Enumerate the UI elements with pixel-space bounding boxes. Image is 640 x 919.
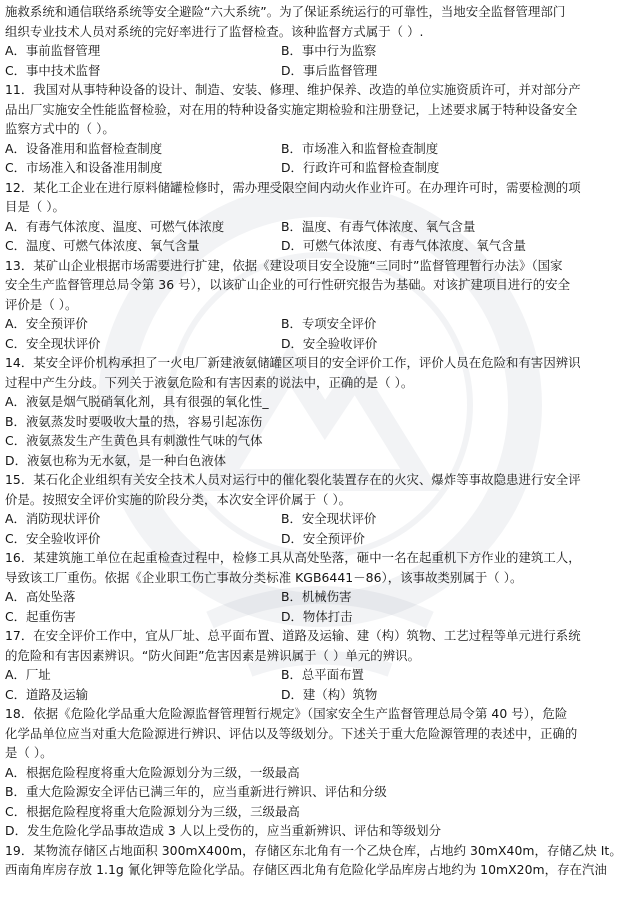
question-stem-continuation: 过程中产生分歧。下列关于液氨危险和有害因素的说法中，正确的是（ ）。 (5, 374, 414, 390)
answer-option: C．安全验收评价 (5, 530, 101, 546)
question-block (5, 353, 635, 470)
answer-option: A．安全预评价 (5, 316, 88, 331)
answer-option: A．有毒气体浓度、温度、可燃气体浓度 (5, 218, 225, 234)
question-stem-continuation: 化学品单位应当对重大危险源进行辨识、评估以及等级划分。下述关于重大危险源管理的表述中，正确的 (5, 725, 578, 741)
option-row (5, 509, 635, 529)
answer-option: B．机械伤害 (281, 589, 352, 604)
question-stem-line: 施救系统和通信联络系统等安全避险“六大系统”。为了保证系统运行的可靠性，当地安全监督管理部门 (5, 4, 566, 19)
answer-option: A．高处坠落 (5, 589, 76, 604)
option-row (5, 685, 635, 705)
question-block (5, 548, 635, 626)
question-stem-continuation: 品出厂实施安全性能监督检验，对在用的特种设备实施定期检验和注册登记，上述要求属于特种设备安全 (5, 101, 578, 117)
answer-option: D．建（构）筑物 (281, 686, 378, 702)
answer-option: B．专项安全评价 (281, 316, 377, 331)
option-row (5, 314, 635, 334)
question-stem-line: 18．依据《危险化学品重大危险源监督管理暂行规定》（国家安全生产监督管理总局令第 40 号），危险 (5, 706, 568, 721)
question-stem-line: 15．某石化企业组织有关安全技术人员对运行中的催化裂化装置存在的火灾、爆炸等事故隐患进行安全评 (5, 472, 581, 487)
option-row (5, 334, 635, 354)
answer-option: D．行政许可和监督检查制度 (281, 160, 440, 175)
question-stem-line: 16．某建筑施工单位在起重检查过程中，检修工具从高处坠落，砸中一名在起重机下方作业的建筑工人， (5, 550, 581, 565)
question-block (5, 256, 635, 354)
answer-option: A．消防现状评价 (5, 511, 101, 526)
answer-option: B．温度、有毒气体浓度、氧气含量 (281, 218, 476, 234)
question-stem-continuation: 组织专业技术人员对系统的完好率进行了监督检查。该种监督方式属于（ ）. (5, 23, 424, 39)
question-block (5, 841, 635, 880)
question-block (5, 80, 635, 178)
answer-option: D．液氨也称为无水氨，是一种白色液体 (5, 452, 227, 468)
answer-option: C．起重伤害 (5, 608, 76, 624)
exam-question-list (5, 2, 635, 880)
answer-option: C．温度、可燃气体浓度、氧气含量 (5, 238, 200, 253)
question-block (5, 470, 635, 548)
answer-option: D．可燃气体浓度、有毒气体浓度、氧气含量 (281, 238, 526, 253)
question-stem-line: 17．在安全评价工作中，宜从厂址、总平面布置、道路及运输、建（构）筑物、工艺过程等单元进行系统 (5, 628, 581, 643)
answer-option: D．安全验收评价 (281, 335, 378, 351)
answer-option: C．道路及运输 (5, 686, 88, 702)
answer-option: C．市场准入和设备准用制度 (5, 160, 163, 175)
question-stem-continuation: 评价是（ ）。 (5, 296, 78, 312)
answer-option: C．安全现状评价 (5, 335, 101, 351)
answer-option: C．根据危险程度将重大危险源划分为三级，三级最高 (5, 803, 300, 819)
question-stem-continuation: 导致该工厂重伤。依据《企业职工伤亡事故分类标准 KGB6441－86），该事故类别属于（ ）。 (5, 569, 523, 585)
option-row (5, 217, 635, 237)
answer-option: C．液氨蒸发生产生黄色具有刺激性气味的气体 (5, 433, 263, 448)
option-row (5, 41, 635, 61)
answer-option: B．安全现状评价 (281, 511, 377, 526)
option-row (5, 665, 635, 685)
question-stem-line: 12．某化工企业在进行原料储罐检修时，需办理受限空间内动火作业许可。在办理许可时，需要检测的项 (5, 179, 581, 195)
question-stem-continuation: 西南角库房存放 1.1g 氰化钾等危险化学品。存储区西北角有危险化学品库房占地约为 10mX20m，存在汽油 (5, 862, 607, 877)
question-stem-continuation: 的危险和有害因素辨识。“防火间距”危害因素是辨识属于（ ）单元的辨识。 (5, 647, 421, 663)
answer-option: B．市场准入和监督检查制度 (281, 140, 439, 156)
question-block (5, 704, 635, 841)
answer-option: B．液氨蒸发时要吸收大量的热，容易引起冻伤 (5, 413, 263, 429)
question-block (5, 626, 635, 704)
answer-option: D．事后监督管理 (281, 62, 378, 78)
question-stem-continuation: 安全生产监督管理总局令第 36 号），以该矿山企业的可行性研究报告为基础。对该扩建项目进行的安全 (5, 277, 571, 292)
option-row (5, 236, 635, 256)
option-row (5, 607, 635, 627)
answer-option: D．物体打击 (281, 608, 353, 624)
answer-option: B．总平面布置 (281, 667, 364, 682)
option-row (5, 587, 635, 607)
answer-option: B．重大危险源安全评估已满三年的，应当重新进行辨识、评估和分级 (5, 784, 387, 799)
option-row (5, 139, 635, 159)
answer-option: A．事前监督管理 (5, 43, 101, 58)
option-row (5, 158, 635, 178)
question-stem-continuation: 监察方式中的（ ）。 (5, 121, 115, 136)
answer-option: A．厂址 (5, 667, 51, 682)
question-block (5, 2, 635, 80)
answer-option: D．安全预评价 (281, 530, 365, 546)
question-block (5, 178, 635, 256)
question-stem-line: 14．某安全评价机构承担了一火电厂新建液氨储罐区项目的安全评价工作，评价人员在危险和有害因辨识 (5, 355, 581, 370)
question-stem-continuation: 价是。按照安全评价实施的阶段分类，本次安全评价属于（ ）。 (5, 491, 352, 507)
option-row (5, 529, 635, 549)
question-stem-line: 11．我国对从事特种设备的设计、制造、安装、修理、维护保养、改造的单位实施资质许可，并对部分产 (5, 82, 581, 97)
question-stem-line: 19．某物流存储区占地面积 300mX400m，存储区东北角有一个乙炔仓库，占地约 30mX40m，存储乙炔 It。 (5, 842, 622, 858)
question-stem-line: 13．某矿山企业根据市场需要进行扩建，依据《建设项目安全设施“三同时”监督管理暂行办法》（国家 (5, 257, 563, 273)
answer-option: C．事中技术监督 (5, 62, 101, 78)
answer-option: A．液氨是烟气脱硝氧化剂，具有很强的氧化性_ (5, 394, 269, 409)
answer-option: B．事中行为监察 (281, 43, 377, 58)
answer-option: A．设备准用和监督检查制度 (5, 140, 163, 156)
question-stem-continuation: 是（ ）。 (5, 745, 53, 760)
question-stem-continuation: 目是（ ）。 (5, 199, 65, 214)
option-row (5, 61, 635, 81)
answer-option: D．发生危险化学品事故造成 3 人以上受伤的，应当重新辨识、评估和等级划分 (5, 823, 442, 838)
answer-option: A．根据危险程度将重大危险源划分为三级，一级最高 (5, 764, 300, 780)
